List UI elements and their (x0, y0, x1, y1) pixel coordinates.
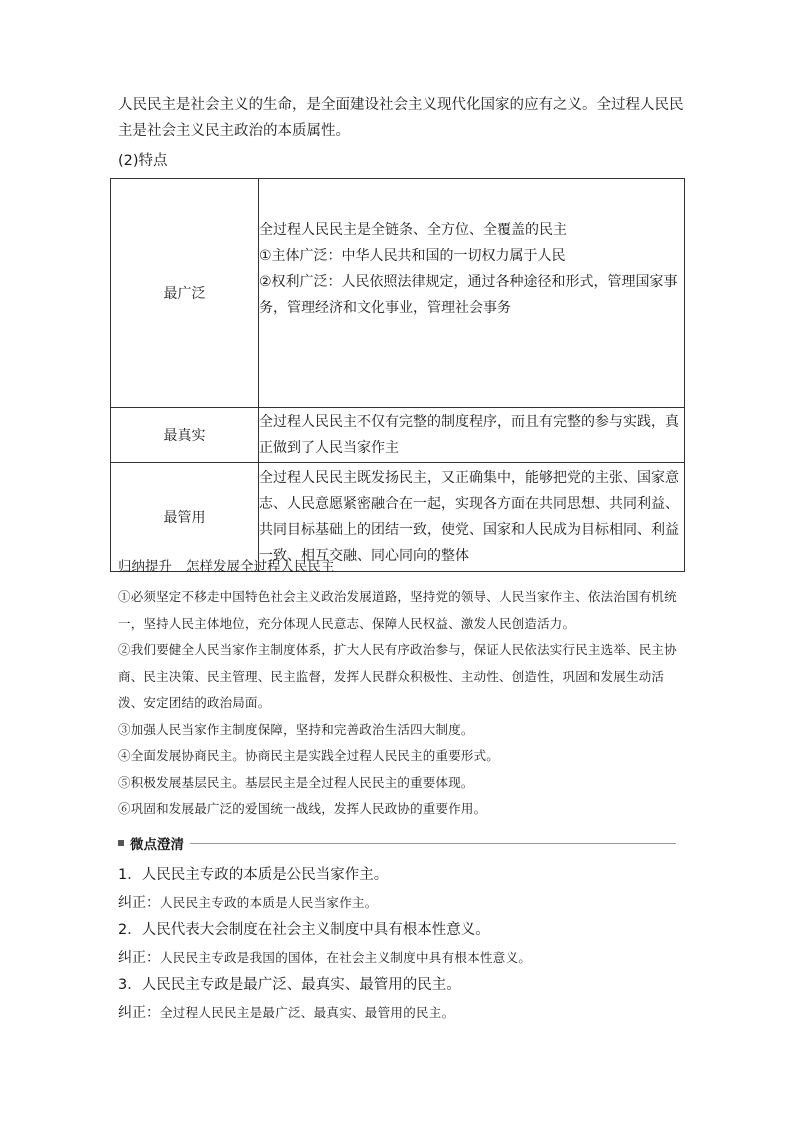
feature-label: 最管用 (111, 463, 259, 572)
summary-item: ②我们要健全人民当家作主制度体系，扩大人民有序政治参与，保证人民依法实行民主选举、民主协商、民主决策、民主管理、民主监督，发挥人民群众积极性、主动性、创造性，巩固和发展生动活泼、安定团结的政治局面。 (118, 642, 677, 710)
features-table (110, 178, 685, 572)
feature-description (259, 408, 685, 463)
answer-body: 人民民主专政的本质是人民当家作主。 (160, 895, 378, 910)
features-heading: (2)特点 (118, 153, 168, 169)
summary-item: ⑤积极发展基层民主。基层民主是全过程人民民主的重要体现。 (118, 774, 474, 790)
summary-heading: 怎样发展全过程人民民主 (186, 559, 335, 575)
feature-line: ①主体广泛：中华人民共和国的一切权力属于人民 (259, 248, 566, 264)
clarify-question: 3．人民民主专政是最广泛、最真实、最管用的民主。 (118, 977, 461, 993)
feature-line: 全过程人民民主既发扬民主，又正确集中，能够把党的主张、国家意志、人民意愿紧密融合在一起，实现各方面在共同思想、共同利益、共同目标基础上的团结一致，使党、国家和人民成为目标相同、利益一致、相互交融、同心同向的整体 (259, 470, 679, 564)
summary-item: ①必须坚定不移走中国特色社会主义政治发展道路，坚持党的领导、人民当家作主、依法治国有机统一，坚持人民主体地位，充分体现人民意志、保障人民权益、激发人民创造活力。 (118, 589, 677, 631)
feature-line: 全过程人民民主是全链条、全方位、全覆盖的民主 (259, 222, 567, 238)
summary-title (118, 556, 688, 578)
answer-lead: 纠正： (118, 895, 160, 911)
clarify-section-title: 微点澄清 (130, 837, 184, 853)
answer-body: 人民民主专政是我国的国体，在社会主义制度中具有根本性意义。 (160, 950, 532, 965)
clarify-section-header (118, 832, 676, 854)
clarify-answer (118, 944, 688, 972)
intro-paragraph: 人民民主是社会主义的生命，是全面建设社会主义现代化国家的应有之义。全过程人民民主是社会主义民主政治的本质属性。 (118, 97, 684, 139)
clarify-section (118, 862, 688, 1027)
clarify-question: 1．人民民主专政的本质是公民当家作主。 (118, 867, 389, 883)
summary-label: 归纳提升 (118, 559, 172, 575)
answer-body: 全过程人民民主是最广泛、最真实、最管用的民主。 (160, 1005, 455, 1020)
clarify-question: 2．人民代表大会制度在社会主义制度中具有根本性意义。 (118, 922, 490, 938)
clarify-answer (118, 889, 688, 917)
summary-item: ③加强人民当家作主制度保障，坚持和完善政治生活四大制度。 (118, 721, 474, 737)
summary-item: ④全面发展协商民主。协商民主是实践全过程人民民主的重要形式。 (118, 748, 500, 763)
feature-description (259, 179, 685, 408)
table-row (111, 408, 685, 463)
square-bullet-icon (118, 840, 124, 846)
feature-label: 最广泛 (111, 179, 259, 408)
summary-item: ⑥巩固和发展最广泛的爱国统一战线，发挥人民政协的重要作用。 (118, 801, 487, 816)
clarify-answer (118, 999, 688, 1027)
answer-lead: 纠正： (118, 950, 160, 966)
feature-line: 全过程人民民主不仅有完整的制度程序，而且有完整的参与实践，真正做到了人民当家作主 (259, 414, 679, 456)
feature-label: 最真实 (111, 408, 259, 463)
summary-section (118, 556, 688, 823)
section-divider (190, 843, 676, 844)
answer-lead: 纠正： (118, 1005, 160, 1021)
feature-line: ②权利广泛：人民依照法律规定，通过各种途径和形式，管理国家事务，管理经济和文化事业，管理社会事务 (259, 274, 678, 316)
table-row (111, 179, 685, 408)
